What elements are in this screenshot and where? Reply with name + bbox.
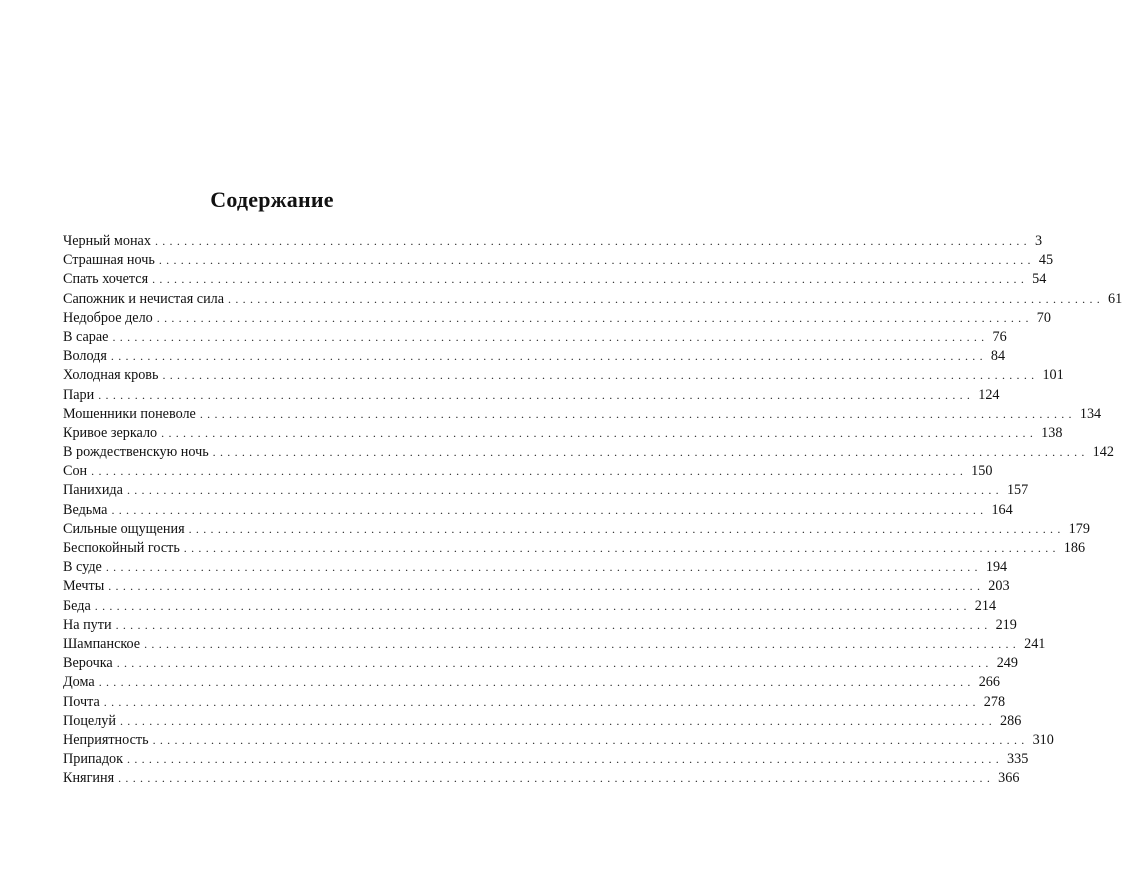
dot-leader: ........................................................................................................................	[183, 541, 1060, 555]
toc-entry-title: Спать хочется	[63, 271, 149, 288]
toc-entry	[63, 693, 1006, 712]
toc-entry	[63, 558, 1008, 577]
toc-entry	[63, 232, 1043, 251]
dot-leader: ........................................................................................................................	[111, 502, 988, 517]
toc-entry-page-number: 249	[996, 655, 1018, 672]
toc-entry-title: Поцелуй	[63, 712, 116, 729]
toc-entry-page-number: 70	[1036, 309, 1051, 326]
toc-entry-title: Припадок	[63, 751, 124, 768]
dot-leader: ........................................................................................................................	[152, 272, 1029, 287]
toc-entry-page-number: 366	[998, 770, 1020, 787]
dot-leader: ........................................................................................................................	[154, 234, 1031, 248]
toc-entry	[63, 405, 1102, 424]
toc-entry-page-number: 76	[992, 328, 1007, 345]
toc-entry	[63, 520, 1090, 539]
toc-entry-page-number: 214	[974, 597, 997, 614]
dot-leader: ........................................................................................................................	[105, 560, 982, 575]
toc-entry-page-number: 124	[978, 386, 1000, 403]
dot-leader: ........................................................................................................................	[144, 636, 1021, 651]
dot-leader: ........................................................................................................................	[98, 387, 975, 402]
toc-entry-title: В рождественскую ночь	[63, 444, 209, 461]
toc-entry-title: Мошенники поневоле	[63, 405, 196, 422]
dot-leader: ........................................................................................................................	[161, 425, 1038, 440]
toc-entry-title: Беда	[63, 597, 91, 614]
toc-entry	[63, 290, 1122, 309]
toc-entry	[63, 309, 1051, 328]
toc-entry-title: Беспокойный гость	[63, 540, 180, 556]
toc-entry-page-number: 335	[1007, 751, 1029, 768]
toc-entry-title: Почта	[63, 693, 100, 710]
toc-entry-page-number: 138	[1041, 424, 1063, 441]
toc-entry-page-number: 134	[1079, 405, 1102, 422]
dot-leader: ........................................................................................................................	[162, 368, 1039, 383]
toc-entry-title: Сильные ощущения	[63, 520, 185, 537]
toc-entry-page-number: 61	[1108, 290, 1122, 307]
toc-entry	[63, 577, 1010, 596]
toc-entry-page-number: 157	[1006, 482, 1029, 499]
toc-entry-page-number: 150	[971, 463, 993, 480]
toc-entry	[63, 386, 1000, 405]
toc-entry-title: Холодная кровь	[63, 367, 159, 384]
toc-entry	[63, 270, 1047, 289]
toc-entry-page-number: 101	[1042, 367, 1064, 384]
toc-entry	[63, 328, 1007, 347]
dot-leader: ........................................................................................................................	[156, 310, 1033, 325]
toc-entry-title: Мечты	[63, 578, 105, 595]
dot-leader: ........................................................................................................................	[127, 752, 1004, 767]
toc-entry	[63, 769, 1020, 788]
toc-entry-title: На пути	[63, 616, 112, 633]
toc-entry	[63, 424, 1063, 443]
dot-leader: ........................................................................................................................	[103, 694, 980, 709]
toc-entry	[63, 539, 1086, 558]
dot-leader: ........................................................................................................................	[94, 598, 971, 613]
dot-leader: ........................................................................................................................	[115, 617, 992, 632]
toc-entry	[63, 654, 1018, 673]
toc-entry	[63, 501, 1013, 520]
toc-entry	[63, 366, 1064, 385]
toc-entry-page-number: 45	[1038, 252, 1054, 269]
toc-entry	[63, 731, 1054, 750]
dot-leader: ........................................................................................................................	[158, 253, 1035, 268]
toc-entry-page-number: 142	[1092, 444, 1114, 461]
dot-leader: ........................................................................................................................	[120, 713, 996, 728]
toc-entry-title: Панихида	[63, 482, 123, 499]
toc-entry	[63, 481, 1029, 500]
toc-entry	[63, 616, 1017, 635]
dot-leader: ........................................................................................................................	[199, 406, 1076, 421]
toc-entry-title: Кривое зеркало	[63, 424, 158, 441]
toc-entry-page-number: 203	[988, 578, 1010, 595]
toc-entry	[63, 443, 1114, 462]
page-title: Содержание	[210, 187, 334, 212]
toc-entry	[63, 673, 1000, 692]
toc-entry	[63, 347, 1006, 366]
toc-entry-title: Страшная ночь	[63, 252, 155, 269]
toc-entry-page-number: 278	[983, 693, 1006, 710]
dot-leader: ........................................................................................................................	[212, 445, 1089, 460]
dot-leader: ........................................................................................................................	[108, 579, 985, 594]
toc-entry-title: Княгиня	[63, 770, 115, 787]
dot-leader: ........................................................................................................................	[110, 349, 987, 364]
toc-entry-page-number: 241	[1024, 635, 1046, 652]
dot-leader: ........................................................................................................................	[116, 656, 993, 671]
toc-entry-title: Неприятность	[63, 731, 149, 748]
toc-entry-title: Ведьма	[63, 501, 108, 518]
dot-leader: ........................................................................................................................	[188, 521, 1065, 536]
toc-entry-title: В сарае	[63, 328, 109, 345]
dot-leader: ........................................................................................................................	[152, 732, 1029, 747]
table-of-contents	[63, 232, 1122, 788]
toc-entry-title: В суде	[63, 559, 102, 576]
toc-entry	[63, 462, 993, 481]
toc-entry-page-number: 219	[995, 616, 1017, 633]
dot-leader: ........................................................................................................................	[112, 329, 989, 344]
toc-entry-page-number: 84	[990, 348, 1006, 365]
toc-entry-page-number: 179	[1068, 520, 1090, 537]
dot-leader: ........................................................................................................................	[118, 771, 995, 786]
toc-entry	[63, 712, 1022, 731]
toc-entry-page-number: 3	[1034, 233, 1043, 249]
dot-leader: ........................................................................................................................	[126, 483, 1003, 498]
toc-entry-page-number: 194	[985, 559, 1008, 576]
toc-entry-title: Пари	[63, 386, 95, 403]
toc-entry	[63, 635, 1046, 654]
dot-leader: ........................................................................................................................	[228, 291, 1105, 306]
toc-entry-page-number: 164	[991, 501, 1013, 518]
toc-entry-page-number: 310	[1032, 731, 1054, 748]
toc-entry-title: Володя	[63, 348, 107, 365]
toc-entry	[63, 750, 1029, 769]
toc-entry-title: Недоброе дело	[63, 309, 153, 326]
toc-entry-title: Верочка	[63, 655, 113, 672]
dot-leader: ........................................................................................................................	[91, 464, 968, 479]
toc-entry-title: Дома	[63, 674, 95, 691]
toc-entry-title: Шампанское	[63, 635, 141, 652]
toc-entry	[63, 597, 997, 616]
toc-entry-page-number: 266	[978, 674, 1000, 691]
toc-entry	[63, 251, 1054, 270]
toc-entry-page-number: 186	[1063, 540, 1086, 556]
toc-entry-title: Сон	[63, 463, 88, 480]
toc-entry-page-number: 54	[1032, 271, 1047, 288]
dot-leader: ........................................................................................................................	[98, 675, 975, 690]
toc-entry-page-number: 286	[1000, 712, 1022, 729]
toc-entry-title: Сапожник и нечистая сила	[63, 290, 225, 307]
toc-entry-title: Черный монах	[63, 233, 151, 249]
